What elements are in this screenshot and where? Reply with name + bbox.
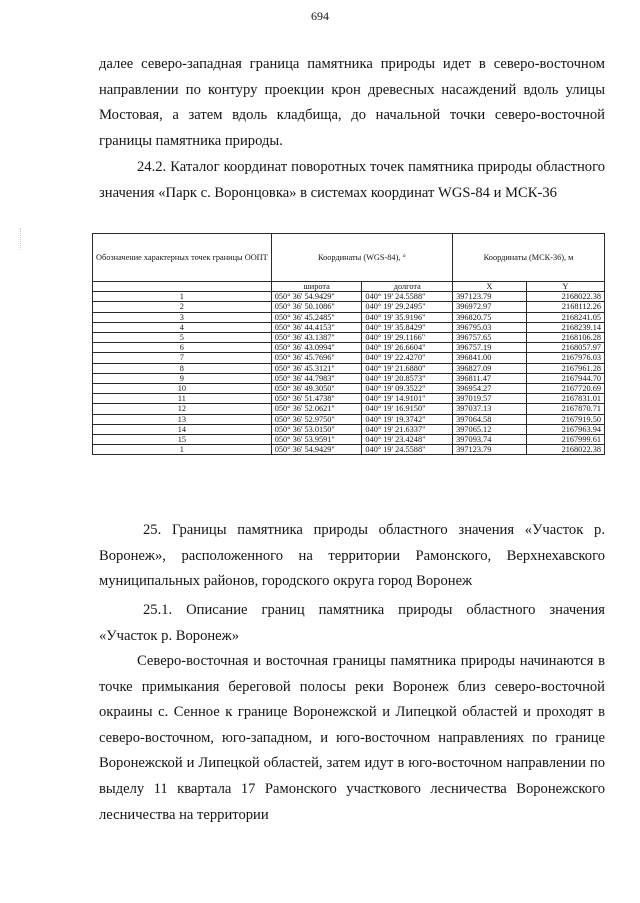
header-msk36: Координаты (МСК-36), м (453, 234, 605, 282)
longitude-cell: 040° 19' 19.3742" (362, 414, 453, 424)
x-coordinate-cell: 397019.57 (453, 394, 527, 404)
latitude-cell: 050° 36' 51.4738" (271, 394, 362, 404)
longitude-cell: 040° 19' 29.2495" (362, 302, 453, 312)
table-row (93, 445, 605, 455)
header-x: X (453, 282, 527, 292)
longitude-cell: 040° 19' 35.9196" (362, 312, 453, 322)
y-coordinate-cell: 2168022.38 (526, 292, 604, 302)
y-coordinate-cell: 2168057.97 (526, 343, 604, 353)
point-number-cell: 4 (93, 322, 272, 332)
longitude-cell: 040° 19' 21.6337" (362, 424, 453, 434)
latitude-cell: 050° 36' 44.7983" (271, 373, 362, 383)
table-row (93, 353, 605, 363)
longitude-cell: 040° 19' 22.4270" (362, 353, 453, 363)
heading-text: 24.2. Каталог координат поворотных точек памятника природы областного значения «Парк с. Воронцовка» в системах координат WGS-84 и МСК-36 (99, 159, 605, 201)
longitude-cell: 040° 19' 16.9150" (362, 404, 453, 414)
page-number: 694 (311, 9, 329, 23)
y-coordinate-cell: 2167963.94 (526, 424, 604, 434)
point-number-cell: 2 (93, 302, 272, 312)
header-wgs84: Координаты (WGS-84), ° (271, 234, 452, 282)
latitude-cell: 050° 36' 54.9429" (271, 445, 362, 455)
table-row (93, 373, 605, 383)
longitude-cell: 040° 19' 14.9101" (362, 394, 453, 404)
y-coordinate-cell: 2167870.71 (526, 404, 604, 414)
y-coordinate-cell: 2167944.70 (526, 373, 604, 383)
x-coordinate-cell: 396757.65 (453, 333, 527, 343)
table-row (93, 404, 605, 414)
longitude-cell: 040° 19' 21.6880" (362, 363, 453, 373)
y-coordinate-cell: 2167720.69 (526, 384, 604, 394)
table-row (93, 302, 605, 312)
longitude-cell: 040° 19' 24.5588" (362, 445, 453, 455)
point-number-cell: 6 (93, 343, 272, 353)
latitude-cell: 050° 36' 44.4153" (271, 322, 362, 332)
table-row (93, 322, 605, 332)
x-coordinate-cell: 397093.74 (453, 435, 527, 445)
section-heading-25 (99, 518, 605, 595)
heading-text: 25.1. Описание границ памятника природы областного значения «Участок р. Воронеж» (99, 602, 605, 644)
table-row (93, 424, 605, 434)
longitude-cell: 040° 19' 26.6604" (362, 343, 453, 353)
x-coordinate-cell: 397123.79 (453, 445, 527, 455)
point-number-cell: 5 (93, 333, 272, 343)
header-longitude: долгота (362, 282, 453, 292)
table-row (93, 394, 605, 404)
header-empty (93, 282, 272, 292)
paragraph-northwest-boundary (99, 52, 605, 154)
x-coordinate-cell: 397064.58 (453, 414, 527, 424)
table-row (93, 414, 605, 424)
table-row (93, 292, 605, 302)
paragraph-text: Северо-восточная и восточная границы памятника природы начинаются в точке примыкания береговой полосы реки Воронеж близ северо-восточной окраины с. Сенное к границе Воронежской и Липецкой областей и проходят в северо-восточном, юго-западном, и юго-восточном направлениях по границе Воронежской и Липецкой областей, затем идут в юго-восточном направлении по выделу 11 квартала 17 Рамонского участкового лесничества Воронежского лесничества на территории (99, 653, 605, 823)
header-latitude: широта (271, 282, 362, 292)
table-row (93, 312, 605, 322)
x-coordinate-cell: 396972.97 (453, 302, 527, 312)
y-coordinate-cell: 2167961.28 (526, 363, 604, 373)
coordinates-table-body (93, 292, 605, 455)
y-coordinate-cell: 2167919.50 (526, 414, 604, 424)
point-number-cell: 12 (93, 404, 272, 414)
point-number-cell: 11 (93, 394, 272, 404)
point-number-cell: 7 (93, 353, 272, 363)
latitude-cell: 050° 36' 50.1086" (271, 302, 362, 312)
point-number-cell: 13 (93, 414, 272, 424)
section-heading-24-2 (99, 155, 605, 206)
latitude-cell: 050° 36' 43.0994" (271, 343, 362, 353)
latitude-cell: 050° 36' 53.9591" (271, 435, 362, 445)
y-coordinate-cell: 2168112.26 (526, 302, 604, 312)
latitude-cell: 050° 36' 52.0621" (271, 404, 362, 414)
point-number-cell: 14 (93, 424, 272, 434)
point-number-cell: 8 (93, 363, 272, 373)
point-number-cell: 1 (93, 292, 272, 302)
coordinates-table (92, 233, 605, 455)
latitude-cell: 050° 36' 45.3121" (271, 363, 362, 373)
scan-margin-mark (20, 228, 25, 250)
y-coordinate-cell: 2167999.61 (526, 435, 604, 445)
latitude-cell: 050° 36' 45.7696" (271, 353, 362, 363)
longitude-cell: 040° 19' 09.3522" (362, 384, 453, 394)
section-heading-25-1 (99, 598, 605, 649)
x-coordinate-cell: 396841.00 (453, 353, 527, 363)
table-row (93, 343, 605, 353)
longitude-cell: 040° 19' 20.8573" (362, 373, 453, 383)
heading-text: 25. Границы памятника природы областного значения «Участок р. Воронеж», расположенного на территории Рамонского, Верхнехавского муниципальных районов, городского округа город Воронеж (99, 522, 605, 590)
latitude-cell: 050° 36' 43.1387" (271, 333, 362, 343)
table-row (93, 363, 605, 373)
x-coordinate-cell: 397037.13 (453, 404, 527, 414)
y-coordinate-cell: 2167976.03 (526, 353, 604, 363)
point-number-cell: 3 (93, 312, 272, 322)
latitude-cell: 050° 36' 49.3050" (271, 384, 362, 394)
y-coordinate-cell: 2168022.38 (526, 445, 604, 455)
longitude-cell: 040° 19' 23.4248" (362, 435, 453, 445)
paragraph-northeast-boundary (99, 649, 605, 828)
y-coordinate-cell: 2168241.05 (526, 312, 604, 322)
table-row (93, 333, 605, 343)
point-number-cell: 1 (93, 445, 272, 455)
point-number-cell: 10 (93, 384, 272, 394)
x-coordinate-cell: 397065.12 (453, 424, 527, 434)
latitude-cell: 050° 36' 45.2485" (271, 312, 362, 322)
y-coordinate-cell: 2168106.28 (526, 333, 604, 343)
latitude-cell: 050° 36' 52.9750" (271, 414, 362, 424)
longitude-cell: 040° 19' 35.8429" (362, 322, 453, 332)
point-number-cell: 15 (93, 435, 272, 445)
paragraph-text: далее северо-западная граница памятника природы идет в северо-восточном направлении по контуру проекции крон древесных насаждений вдоль улицы Мостовая, а затем вдоль кладбища, до начальной точки северо-восточной границы памятника природы. (99, 56, 605, 149)
table-row (93, 435, 605, 445)
x-coordinate-cell: 396795.03 (453, 322, 527, 332)
header-y: Y (526, 282, 604, 292)
header-point-label: Обозначение характерных точек границы ООПТ (93, 234, 272, 282)
x-coordinate-cell: 396757.19 (453, 343, 527, 353)
y-coordinate-cell: 2168239.14 (526, 322, 604, 332)
x-coordinate-cell: 396820.75 (453, 312, 527, 322)
x-coordinate-cell: 396811.47 (453, 373, 527, 383)
x-coordinate-cell: 397123.79 (453, 292, 527, 302)
table-row (93, 384, 605, 394)
latitude-cell: 050° 36' 54.9429" (271, 292, 362, 302)
latitude-cell: 050° 36' 53.0150" (271, 424, 362, 434)
longitude-cell: 040° 19' 24.5588" (362, 292, 453, 302)
y-coordinate-cell: 2167831.01 (526, 394, 604, 404)
longitude-cell: 040° 19' 29.1166" (362, 333, 453, 343)
x-coordinate-cell: 396827.09 (453, 363, 527, 373)
x-coordinate-cell: 396954.27 (453, 384, 527, 394)
point-number-cell: 9 (93, 373, 272, 383)
